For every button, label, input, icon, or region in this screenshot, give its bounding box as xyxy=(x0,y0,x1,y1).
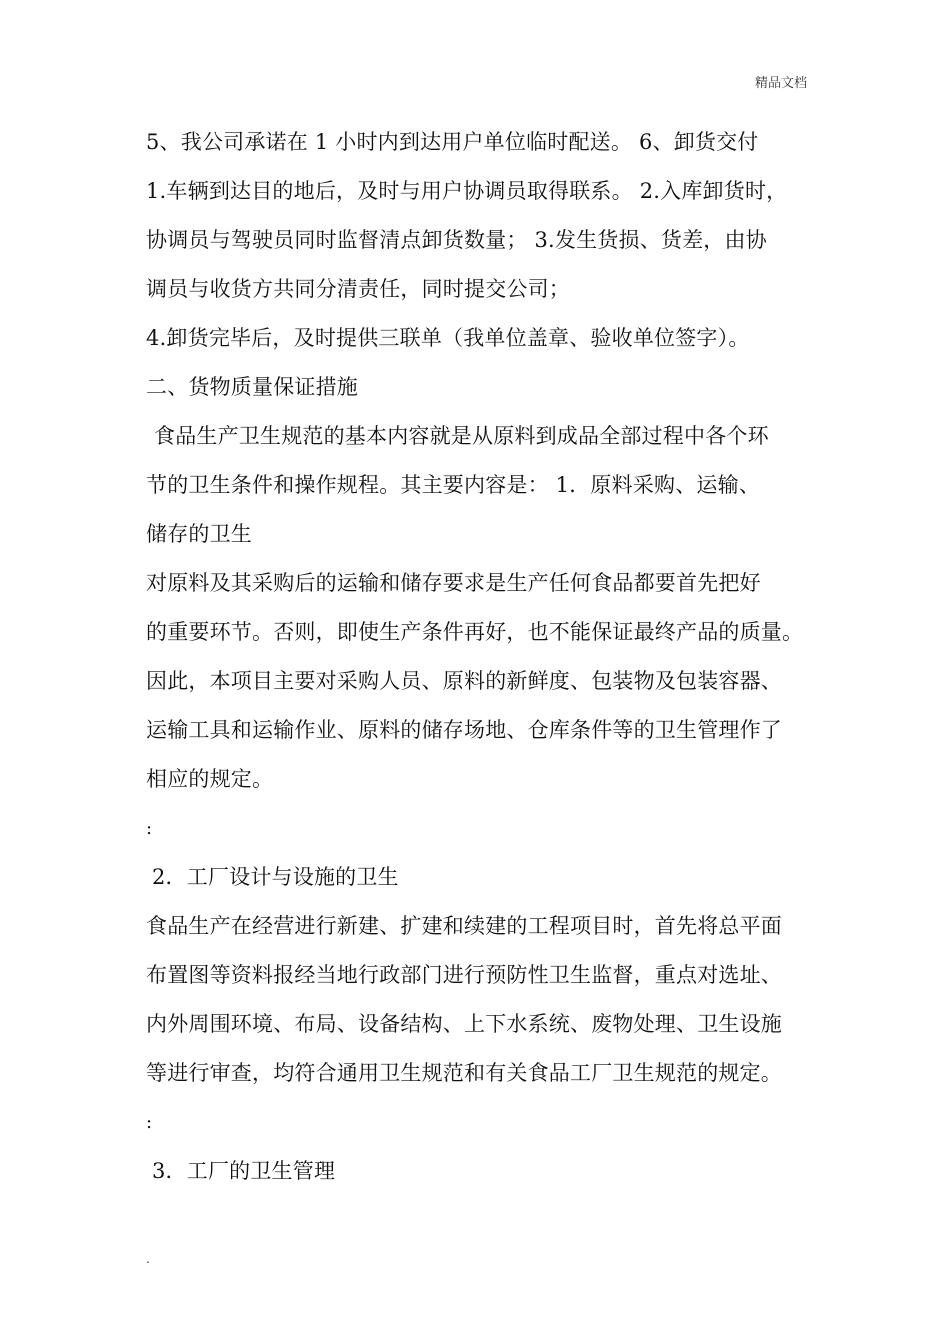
paragraph-line: 节的卫生条件和操作规程。其主要内容是： 1．原料采购、运输、 xyxy=(146,473,761,497)
document-body xyxy=(146,118,810,1196)
separator-colon: : xyxy=(146,1112,153,1133)
header-watermark-text: 精品文档 xyxy=(754,76,807,91)
paragraph-line: 食品生产卫生规范的基本内容就是从原料到成品全部过程中各个环 xyxy=(154,424,769,448)
paragraph-line: 等进行审查，均符合通用卫生规范和有关食品工厂卫生规范的规定。 xyxy=(146,1061,782,1085)
paragraph-line: 调员与收货方共同分清责任，同时提交公司； xyxy=(146,277,570,301)
separator-colon: : xyxy=(146,818,153,839)
subheading-line: 储存的卫生 xyxy=(146,522,252,546)
subheading-line: 3．工厂的卫生管理 xyxy=(152,1159,336,1183)
paragraph-line: 运输工具和运输作业、原料的储存场地、仓库条件等的卫生管理作了 xyxy=(146,718,782,742)
paragraph-line: 的重要环节。否则，即使生产条件再好，也不能保证最终产品的质量。 xyxy=(146,620,804,644)
paragraph-line: 5、我公司承诺在 1 小时内到达用户单位临时配送。 6、卸货交付 xyxy=(146,130,759,154)
paragraph-line: 相应的规定。 xyxy=(146,767,274,791)
paragraph-line: 内外周围环境、布局、设备结构、上下水系统、废物处理、卫生设施 xyxy=(146,1012,782,1036)
paragraph-line: 因此，本项目主要对采购人员、原料的新鲜度、包装物及包装容器、 xyxy=(146,669,782,693)
paragraph-line: 布置图等资料报经当地行政部门进行预防性卫生监督，重点对选址、 xyxy=(146,963,782,987)
subheading-line: 2．工厂设计与设施的卫生 xyxy=(152,865,399,889)
paragraph-line: 1.车辆到达目的地后，及时与用户协调员取得联系。 2.入库卸货时， xyxy=(146,179,788,203)
paragraph-line: 食品生产在经营进行新建、扩建和续建的工程项目时，首先将总平面 xyxy=(146,914,782,938)
paragraph-line: 协调员与驾驶员同时监督清点卸货数量； 3.发生货损、货差，由协 xyxy=(146,228,767,252)
paragraph-line: 4.卸货完毕后，及时提供三联单（我单位盖章、验收单位签字）。 xyxy=(146,326,750,350)
paragraph-line: 对原料及其采购后的运输和储存要求是生产任何食品都要首先把好 xyxy=(146,571,761,595)
section-heading: 二、货物质量保证措施 xyxy=(146,375,358,399)
footer-dot: . xyxy=(146,1252,150,1266)
